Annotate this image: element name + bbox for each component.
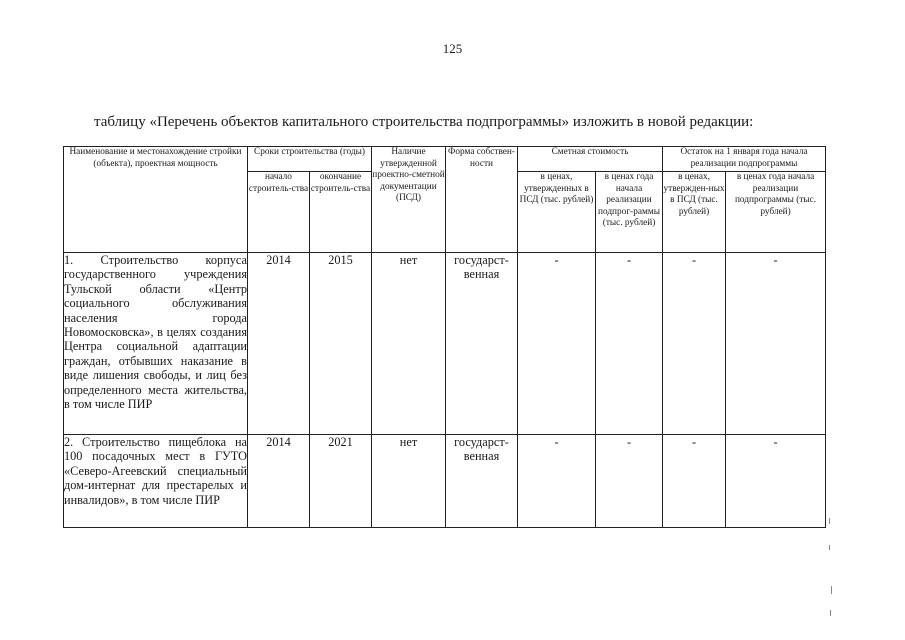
end-year: 2021: [310, 435, 372, 528]
header-psd: Наличие утвержденной проектно-сметной документации (ПСД): [372, 147, 446, 253]
balance-start-value: -: [726, 435, 826, 528]
scan-artifact: [829, 518, 830, 524]
balance-start-value: -: [726, 253, 826, 435]
page-number: 125: [442, 41, 463, 56]
scan-artifact: [829, 545, 830, 550]
capital-objects-table: [63, 146, 826, 528]
header-cost-start: в ценах года начала реализации подпрог-раммы (тыс. рублей): [596, 172, 663, 253]
balance-psd-value: -: [663, 435, 726, 528]
start-year: 2014: [248, 253, 310, 435]
cost-psd-value: -: [518, 435, 596, 528]
intro-text: таблицу «Перечень объектов капитального строительства подпрограммы» изложить в новой редакции:: [94, 114, 754, 130]
start-year: 2014: [248, 435, 310, 528]
ownership-value: государст-венная: [446, 435, 518, 528]
header-terms-start: начало строитель-ства: [248, 172, 310, 253]
cost-start-value: -: [596, 253, 663, 435]
header-balance-psd: в ценах, утвержден-ных в ПСД (тыс. рублей): [663, 172, 726, 253]
header-cost-psd: в ценах, утвержденных в ПСД (тыс. рублей): [518, 172, 596, 253]
scan-artifact: [830, 610, 831, 616]
header-name: Наименование и местонахождение стройки (объекта), проектная мощность: [64, 147, 248, 253]
end-year: 2015: [310, 253, 372, 435]
scan-artifact: [831, 586, 832, 594]
cost-start-value: -: [596, 435, 663, 528]
header-terms: Сроки строительства (годы): [248, 147, 372, 172]
psd-value: нет: [372, 435, 446, 528]
header-balance-start: в ценах года начала реализации подпрограммы (тыс. рублей): [726, 172, 826, 253]
object-name: 1. Строительство корпуса государственного учреждения Тульской области «Центр социального обслуживания населения города Новомосковска», в целях создания Центра социальной адаптации граждан, отбывших наказание в виде лишения свободы, и лиц без определенного места жительства, в том числе ПИР: [64, 253, 248, 435]
balance-psd-value: -: [663, 253, 726, 435]
header-balance: Остаток на 1 января года начала реализации подпрограммы: [663, 147, 826, 172]
header-terms-end: окончание строитель-ства: [310, 172, 372, 253]
table-row: [64, 253, 826, 435]
header-estimated-cost: Сметная стоимость: [518, 147, 663, 172]
ownership-value: государст-венная: [446, 253, 518, 435]
cost-psd-value: -: [518, 253, 596, 435]
psd-value: нет: [372, 253, 446, 435]
header-ownership: Форма собствен-ности: [446, 147, 518, 253]
object-name: 2. Строительство пищеблока на 100 посадочных мест в ГУТО «Северо-Агеевский специальный дом-интернат для престарелых и инвалидов», в том числе ПИР: [64, 435, 248, 528]
table-row: [64, 435, 826, 528]
